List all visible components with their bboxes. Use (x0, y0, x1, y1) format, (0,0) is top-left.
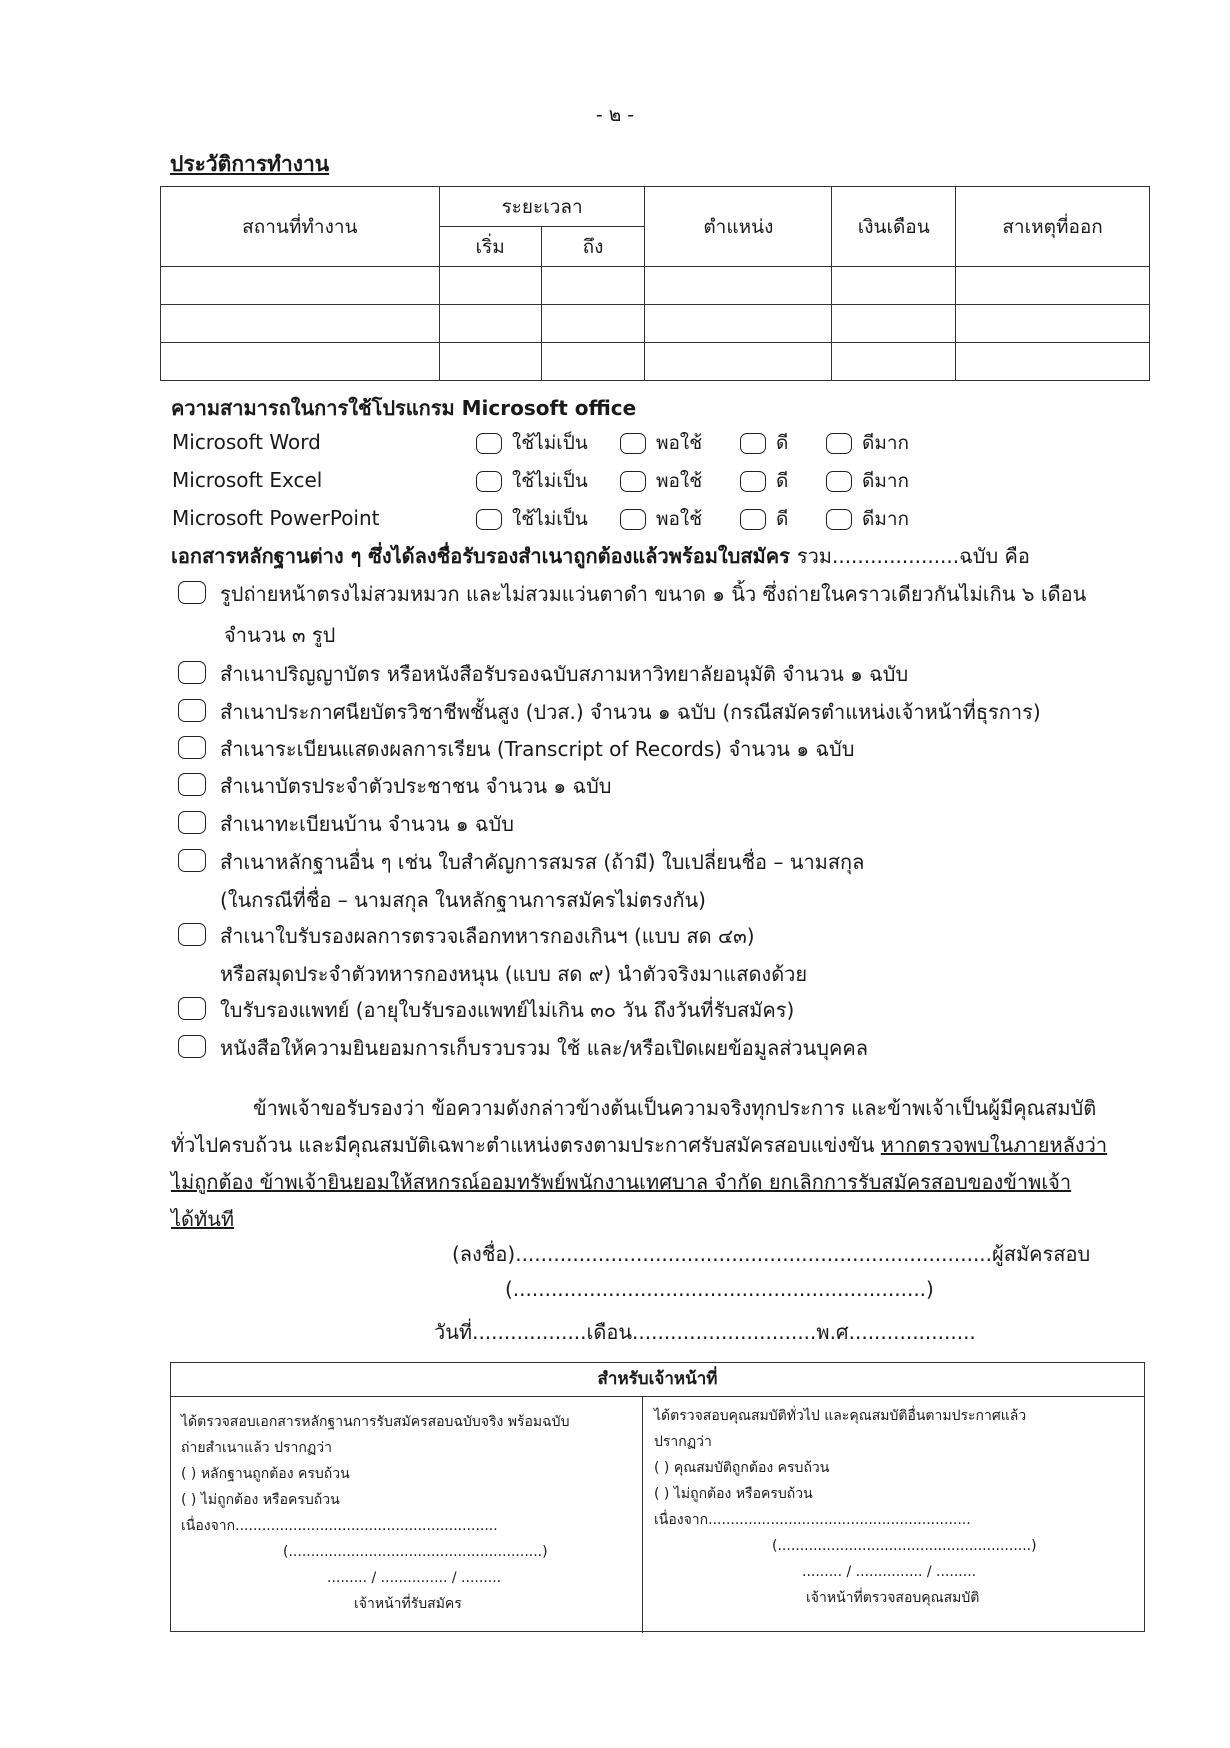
table-cell[interactable] (832, 305, 956, 343)
document-item-continuation: จำนวน ๓ รูป (224, 623, 336, 647)
officer-right-line-2: ปรากฏว่า (654, 1434, 712, 1450)
officer-right-option-1[interactable]: ( ) คุณสมบัติถูกต้อง ครบถ้วน (654, 1460, 830, 1476)
table-cell[interactable] (439, 267, 541, 305)
document-item (178, 658, 908, 690)
officer-left-date-line[interactable]: ......... / ............... / ......... (327, 1570, 502, 1586)
checkbox[interactable] (620, 471, 646, 492)
checkbox[interactable] (178, 1035, 206, 1058)
header-reason: สาเหตุที่ออก (956, 187, 1150, 267)
table-row (161, 305, 1150, 343)
checkbox[interactable] (476, 471, 502, 492)
ms-level-option[interactable] (476, 504, 588, 534)
officer-left-line-2: ถ่ายสำเนาแล้ว ปรากฏว่า (181, 1440, 332, 1456)
officer-left-line-1: ได้ตรวจสอบเอกสารหลักฐานการรับสมัครสอบฉบับจริง พร้อมฉบับ (181, 1414, 570, 1430)
checkbox[interactable] (476, 509, 502, 530)
header-from: เริ่ม (439, 227, 541, 267)
checkbox[interactable] (826, 471, 852, 492)
ms-level-label: ใช้ไม่เป็น (512, 508, 588, 530)
table-cell[interactable] (956, 305, 1150, 343)
officer-right-date-line[interactable]: ......... / ............... / ......... (802, 1564, 977, 1580)
ms-level-label: ดีมาก (862, 508, 910, 530)
officer-right-role: เจ้าหน้าที่ตรวจสอบคุณสมบัติ (806, 1590, 980, 1606)
officer-section (170, 1362, 1145, 1632)
officer-left-role: เจ้าหน้าที่รับสมัคร (354, 1596, 462, 1612)
certification-line-1: ข้าพเจ้าขอรับรองว่า ข้อความดังกล่าวข้างต้นเป็นความจริงทุกประการ และข้าพเจ้าเป็นผู้มีคุณสมบัติ (253, 1096, 1097, 1120)
officer-left-column (181, 1409, 569, 1617)
certification-line-3: ไม่ถูกต้อง ข้าพเจ้ายินยอมให้สหกรณ์ออมทรัพย์พนักงานเทศบาล จำกัด ยกเลิกการรับสมัครสอบของข้าพเจ้า (171, 1170, 1072, 1194)
table-cell[interactable] (161, 267, 440, 305)
document-item (178, 696, 1041, 728)
table-cell[interactable] (541, 267, 645, 305)
certification-line-4: ได้ทันที (171, 1207, 235, 1231)
document-item (178, 994, 794, 1026)
table-cell[interactable] (439, 343, 541, 381)
checkbox[interactable] (740, 433, 766, 454)
checkbox[interactable] (740, 471, 766, 492)
ms-level-option[interactable] (740, 504, 788, 534)
checkbox[interactable] (178, 849, 206, 872)
signature-date-line[interactable]: วันที่..................เดือน.............................พ.ศ.................... (434, 1320, 976, 1344)
document-item-label: สำเนาระเบียนแสดงผลการเรียน (Transcript of Records) จำนวน ๑ ฉบับ (220, 737, 855, 761)
checkbox[interactable] (178, 581, 206, 604)
document-item-label: สำเนาบัตรประจำตัวประชาชน จำนวน ๑ ฉบับ (220, 774, 612, 798)
document-item-label: สำเนาใบรับรองผลการตรวจเลือกทหารกองเกินฯ (แบบ สด ๔๓) (220, 924, 755, 948)
documents-title (171, 540, 1030, 572)
ms-level-option[interactable] (826, 466, 909, 496)
ms-level-label: พอใช้ (656, 508, 703, 530)
officer-left-reason[interactable]: เนื่องจาก........................................................... (181, 1518, 498, 1534)
ms-level-label: ดี (776, 432, 789, 454)
ms-level-option[interactable] (476, 466, 588, 496)
work-history-table (160, 186, 1150, 381)
ms-level-label: ดีมาก (862, 470, 910, 492)
document-item-label: หนังสือให้ความยินยอมการเก็บรวบรวม ใช้ และ/หรือเปิดเผยข้อมูลส่วนบุคคล (220, 1036, 869, 1060)
ms-program-label: Microsoft PowerPoint (172, 506, 380, 530)
checkbox[interactable] (178, 773, 206, 796)
document-item-label: ใบรับรองแพทย์ (อายุใบรับรองแพทย์ไม่เกิน ๓๐ วัน ถึงวันที่รับสมัคร) (220, 998, 795, 1022)
certification-paragraph (171, 1090, 1126, 1238)
ms-level-option[interactable] (740, 428, 788, 458)
table-cell[interactable] (439, 305, 541, 343)
header-salary: เงินเดือน (832, 187, 956, 267)
officer-right-option-2[interactable]: ( ) ไม่ถูกต้อง หรือครบถ้วน (654, 1486, 813, 1502)
checkbox[interactable] (178, 997, 206, 1020)
table-cell[interactable] (161, 305, 440, 343)
table-cell[interactable] (541, 305, 645, 343)
certification-line-2-underlined: หากตรวจพบในภายหลังว่า (880, 1133, 1108, 1157)
certification-line-2-text: ทั่วไปครบถ้วน และมีคุณสมบัติเฉพาะตำแหน่งตรงตามประกาศรับสมัครสอบแข่งขัน (171, 1133, 881, 1157)
checkbox[interactable] (178, 923, 206, 946)
ms-program-label: Microsoft Word (172, 430, 321, 454)
document-item (178, 808, 514, 840)
table-cell[interactable] (645, 343, 832, 381)
checkbox[interactable] (178, 661, 206, 684)
checkbox[interactable] (826, 509, 852, 530)
table-row (161, 343, 1150, 381)
ms-level-option[interactable] (740, 466, 788, 496)
table-cell[interactable] (832, 267, 956, 305)
table-cell[interactable] (161, 343, 440, 381)
ms-level-option[interactable] (826, 428, 909, 458)
document-item (178, 733, 854, 765)
checkbox[interactable] (620, 433, 646, 454)
table-row (161, 267, 1150, 305)
signature-name-line[interactable]: (.................................................................) (505, 1277, 934, 1301)
checkbox[interactable] (826, 433, 852, 454)
ms-level-label: พอใช้ (656, 470, 703, 492)
officer-left-name-line[interactable]: (.........................................................) (283, 1544, 548, 1560)
officer-divider (642, 1396, 643, 1633)
header-period: ระยะเวลา (439, 187, 645, 227)
document-item-label: สำเนาปริญญาบัตร หรือหนังสือรับรองฉบับสภามหาวิทยาลัยอนุมัติ จำนวน ๑ ฉบับ (220, 662, 909, 686)
table-cell[interactable] (956, 343, 1150, 381)
ms-level-option[interactable] (476, 428, 588, 458)
ms-office-title: ความสามารถในการใช้โปรแกรม Microsoft office (171, 396, 637, 420)
document-item-label: สำเนาประกาศนียบัตรวิชาชีพชั้นสูง (ปวส.) จำนวน ๑ ฉบับ (กรณีสมัครตำแหน่งเจ้าหน้าที่ธุรการ) (220, 700, 1041, 724)
ms-level-label: ใช้ไม่เป็น (512, 432, 588, 454)
document-item (178, 1032, 868, 1064)
header-to: ถึง (541, 227, 645, 267)
document-item (178, 846, 864, 878)
officer-right-line-1: ได้ตรวจสอบคุณสมบัติทั่วไป และคุณสมบัติอื่นตามประกาศแล้ว (654, 1408, 1027, 1424)
document-item (178, 920, 755, 952)
documents-title-text: เอกสารหลักฐานต่าง ๆ ซึ่งได้ลงชื่อรับรองสำเนาถูกต้องแล้วพร้อมใบสมัคร (171, 544, 790, 568)
table-cell[interactable] (645, 305, 832, 343)
ms-level-option[interactable] (620, 428, 702, 458)
signature-line[interactable]: (ลงชื่อ)...........................................................................ผู้สมัครสอบ (452, 1242, 1091, 1266)
certification-line-2 (171, 1127, 1126, 1164)
table-cell[interactable] (832, 343, 956, 381)
document-item (178, 578, 1086, 610)
header-workplace: สถานที่ทำงาน (161, 187, 440, 267)
table-cell[interactable] (956, 267, 1150, 305)
officer-right-reason[interactable]: เนื่องจาก........................................................... (654, 1512, 971, 1528)
work-history-title: ประวัติการทำงาน (170, 152, 330, 176)
ms-level-option[interactable] (826, 504, 909, 534)
ms-level-option[interactable] (620, 466, 702, 496)
officer-right-name-line[interactable]: (.........................................................) (772, 1538, 1037, 1554)
table-cell[interactable] (645, 267, 832, 305)
documents-count: รวม....................ฉบับ คือ (796, 544, 1030, 568)
header-position: ตำแหน่ง (645, 187, 832, 267)
checkbox[interactable] (178, 811, 206, 834)
ms-level-label: ดี (776, 470, 789, 492)
checkbox[interactable] (476, 433, 502, 454)
ms-level-label: ดีมาก (862, 432, 910, 454)
table-cell[interactable] (541, 343, 645, 381)
officer-left-option-1[interactable]: ( ) หลักฐานถูกต้อง ครบถ้วน (181, 1466, 350, 1482)
document-item-continuation: (ในกรณีที่ชื่อ – นามสกุล ในหลักฐานการสมัครไม่ตรงกัน) (220, 888, 706, 912)
ms-level-label: ใช้ไม่เป็น (512, 470, 588, 492)
checkbox[interactable] (178, 699, 206, 722)
document-item (178, 770, 611, 802)
officer-left-option-2[interactable]: ( ) ไม่ถูกต้อง หรือครบถ้วน (181, 1492, 340, 1508)
checkbox[interactable] (740, 509, 766, 530)
ms-level-label: ดี (776, 508, 789, 530)
document-item-label: สำเนาหลักฐานอื่น ๆ เช่น ใบสำคัญการสมรส (ถ้ามี) ใบเปลี่ยนชื่อ – นามสกุล (220, 850, 865, 874)
ms-level-label: พอใช้ (656, 432, 703, 454)
document-item-label: สำเนาทะเบียนบ้าน จำนวน ๑ ฉบับ (220, 812, 514, 836)
officer-right-column (654, 1403, 1037, 1611)
page-number: - ๒ - (595, 104, 635, 126)
ms-level-option[interactable] (620, 504, 702, 534)
document-item-continuation: หรือสมุดประจำตัวทหารกองหนุน (แบบ สด ๙) นำตัวจริงมาแสดงด้วย (220, 962, 808, 986)
officer-section-title: สำหรับเจ้าหน้าที่ (171, 1363, 1144, 1397)
checkbox[interactable] (178, 736, 206, 759)
document-item-label: รูปถ่ายหน้าตรงไม่สวมหมวก และไม่สวมแว่นตาดำ ขนาด ๑ นิ้ว ซึ่งถ่ายในคราวเดียวกันไม่เกิน ๖ เดือน (220, 582, 1087, 606)
ms-program-label: Microsoft Excel (172, 468, 323, 492)
checkbox[interactable] (620, 509, 646, 530)
